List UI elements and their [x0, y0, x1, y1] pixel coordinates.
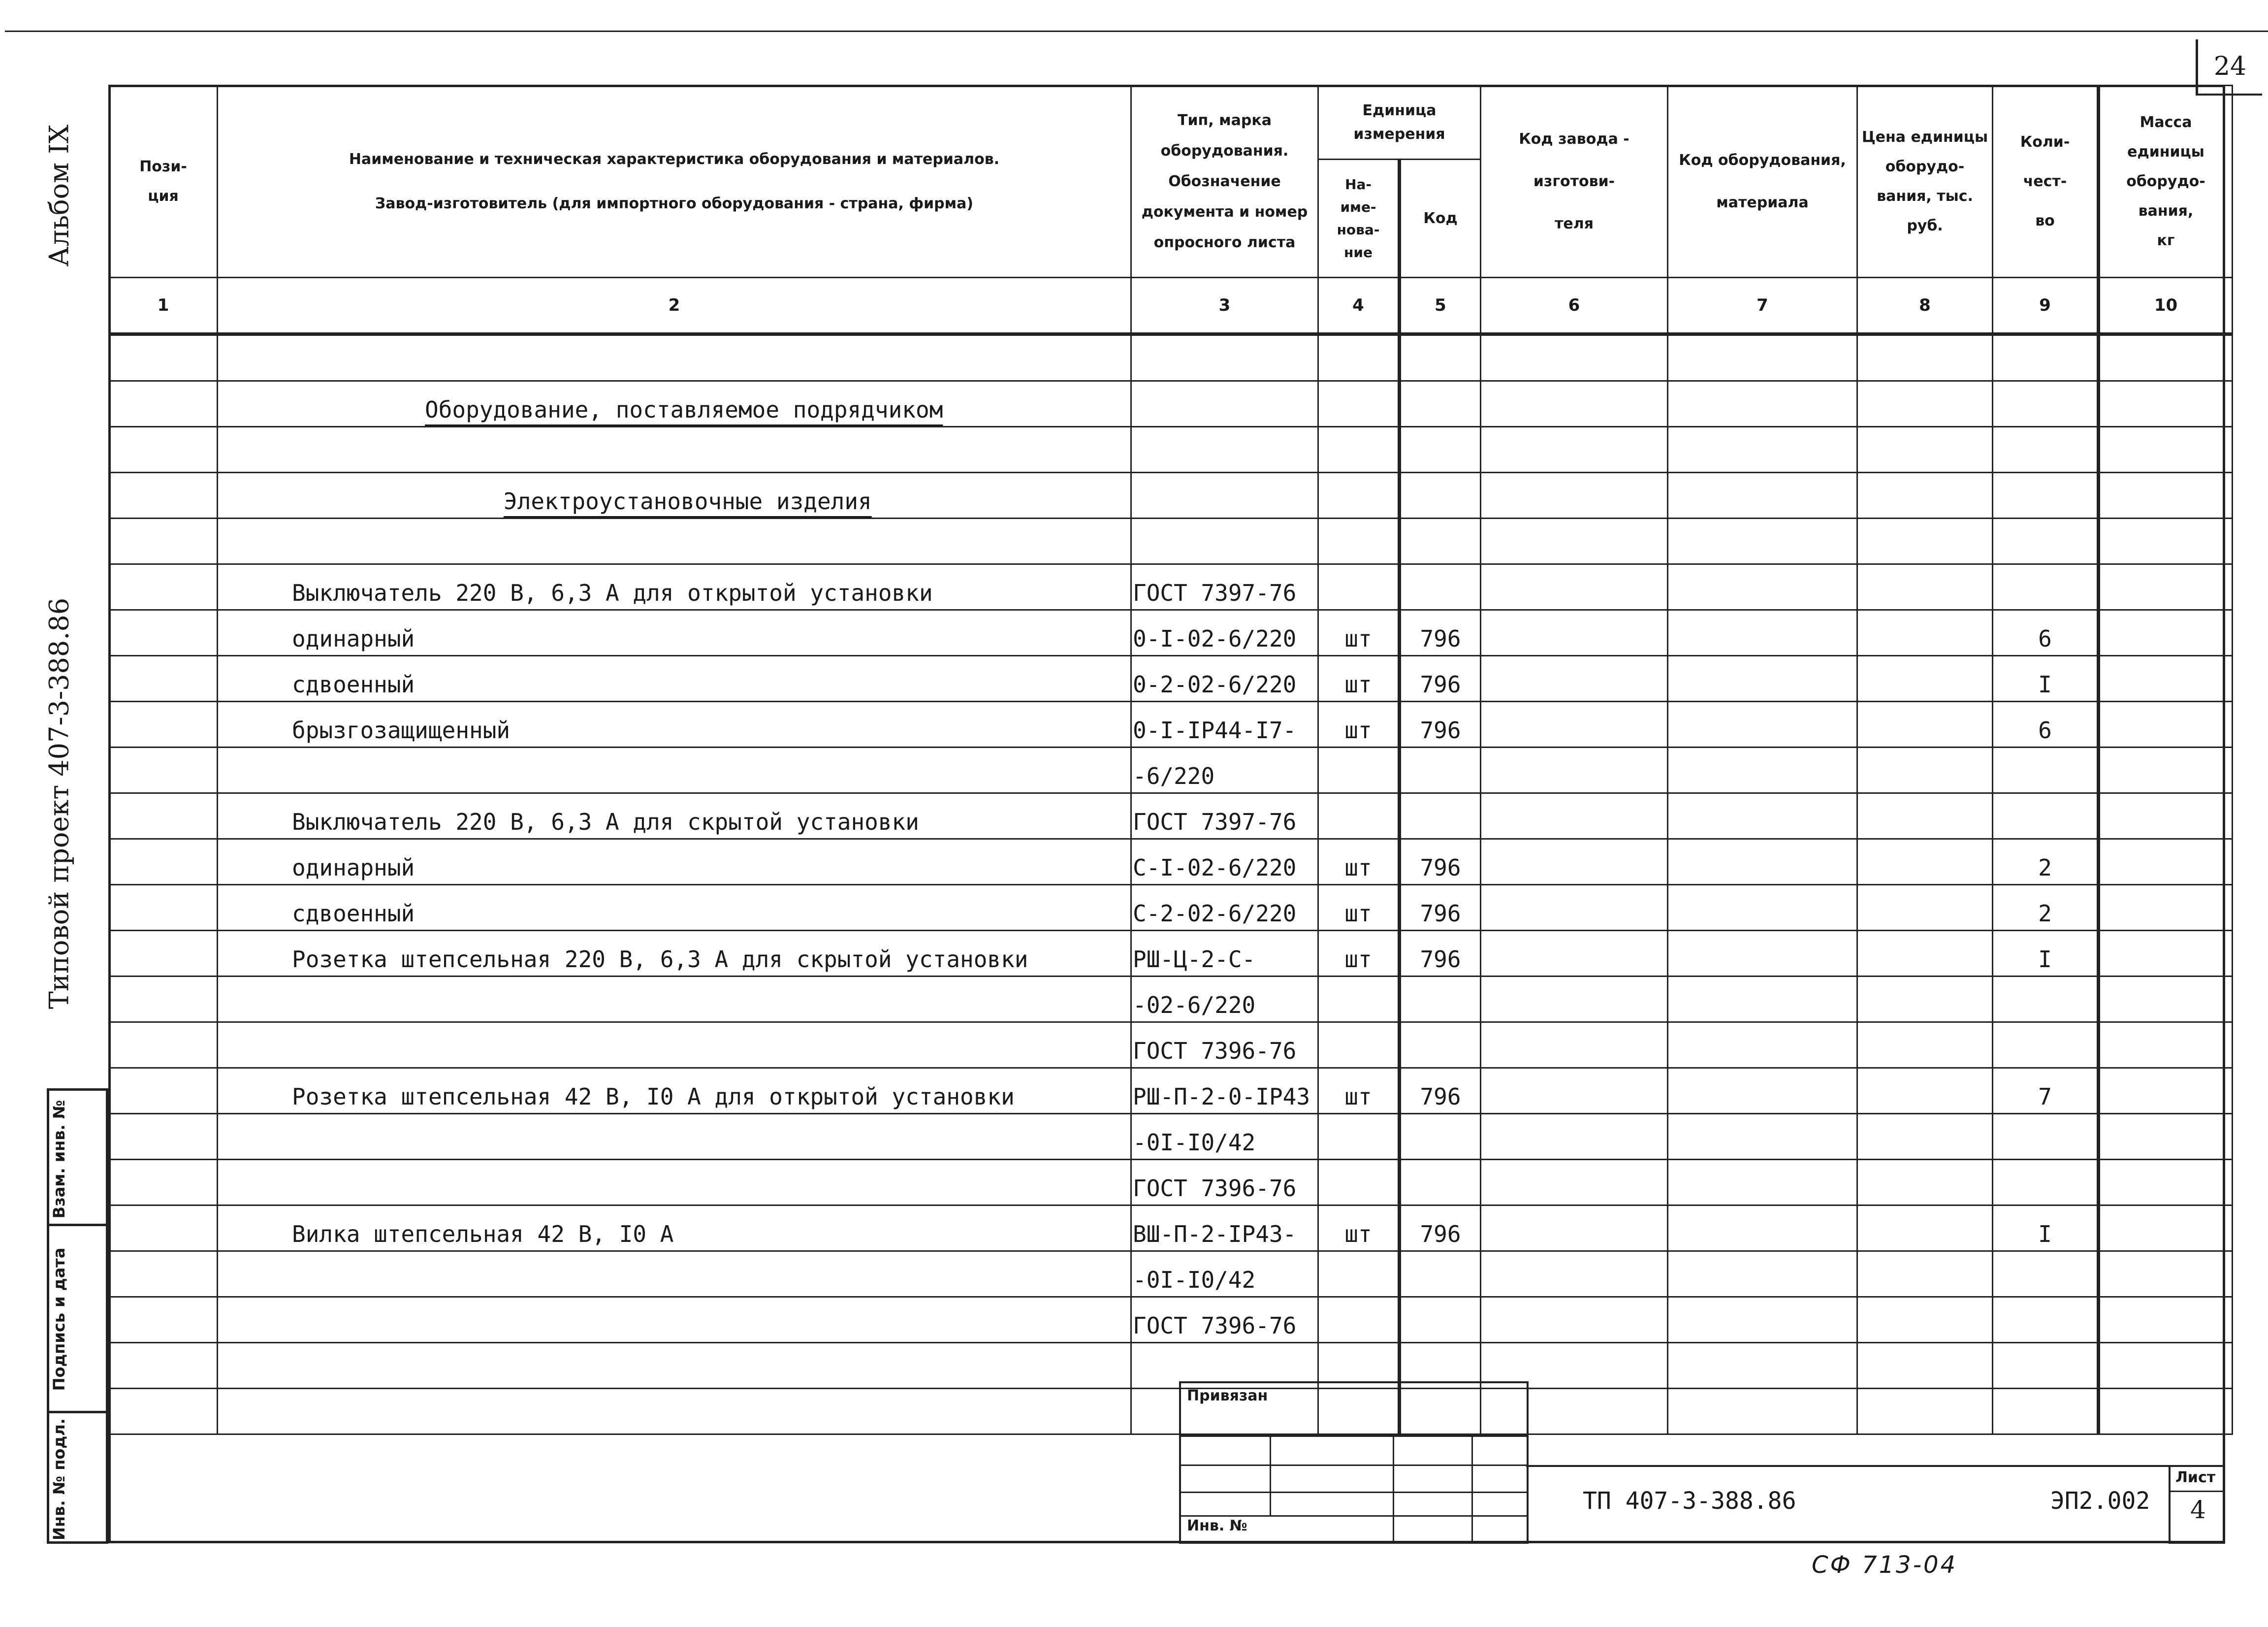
cell-unit-code — [1400, 473, 1481, 519]
table-row — [109, 1205, 2233, 1251]
cell-mass — [2099, 519, 2233, 564]
cell-price — [1857, 1389, 1993, 1434]
col-number: 1 — [109, 278, 218, 334]
cell-quantity — [1993, 1343, 2099, 1389]
cell-price — [1857, 1205, 1993, 1251]
cell-position — [109, 976, 218, 1022]
cell-unit — [1318, 976, 1400, 1022]
cell-price — [1857, 839, 1993, 885]
specification-table — [108, 85, 2233, 1435]
cell-mass — [2099, 381, 2233, 427]
cell-mass — [2099, 931, 2233, 976]
cell-price — [1857, 931, 1993, 976]
table-row — [109, 381, 2233, 427]
cell-factory-code — [1481, 564, 1668, 610]
cell-type: 0-2-02-6/220 — [1131, 656, 1318, 702]
cell-type: РШ-П-2-0-IP43 — [1131, 1068, 1318, 1114]
cell-factory-code — [1481, 656, 1668, 702]
sheet-number: 4 — [2190, 1496, 2206, 1524]
header-price: Цена единицы оборудо- вания, тыс. руб. — [1857, 86, 1993, 278]
cell-unit — [1318, 748, 1400, 793]
cell-unit-code: 796 — [1400, 702, 1481, 748]
cell-factory-code — [1481, 1251, 1668, 1297]
cell-quantity: 2 — [1993, 885, 2099, 931]
cell-mass — [2099, 610, 2233, 656]
cell-name: брызгозащищенный — [218, 702, 1131, 748]
cell-quantity — [1993, 976, 2099, 1022]
cell-unit: шт — [1318, 1205, 1400, 1251]
cell-price — [1857, 793, 1993, 839]
cell-unit: шт — [1318, 656, 1400, 702]
col-number: 5 — [1400, 278, 1481, 334]
cell-name: Выключатель 220 В, 6,3 А для открытой установки — [218, 564, 1131, 610]
cell-position — [109, 564, 218, 610]
cell-name — [218, 1114, 1131, 1160]
cell-price — [1857, 519, 1993, 564]
cell-quantity: 6 — [1993, 702, 2099, 748]
cell-position — [109, 1389, 218, 1434]
table-row — [109, 1068, 2233, 1114]
stamp-signature-date — [47, 1224, 108, 1413]
cell-unit — [1318, 1251, 1400, 1297]
table-row — [109, 519, 2233, 564]
cell-type: -0I-I0/42 — [1131, 1114, 1318, 1160]
cell-factory-code — [1481, 885, 1668, 931]
cell-type: -0I-I0/42 — [1131, 1251, 1318, 1297]
cell-quantity: I — [1993, 656, 2099, 702]
table-row — [109, 976, 2233, 1022]
col-number: 6 — [1481, 278, 1668, 334]
table-row — [109, 748, 2233, 793]
cell-quantity — [1993, 564, 2099, 610]
cell-factory-code — [1481, 1205, 1668, 1251]
cell-mass — [2099, 334, 2233, 381]
cell-quantity — [1993, 1389, 2099, 1434]
inv-label: Инв. № — [1187, 1517, 1247, 1534]
cell-price — [1857, 1068, 1993, 1114]
stamp-label: Подпись и дата — [50, 1247, 68, 1391]
cell-unit: шт — [1318, 702, 1400, 748]
cell-price — [1857, 473, 1993, 519]
cell-position — [109, 1343, 218, 1389]
col-number: 4 — [1318, 278, 1400, 334]
footer-note: СФ 713-04 — [1812, 1551, 1958, 1579]
header-position: Пози- ция — [109, 86, 218, 278]
cell-position — [109, 427, 218, 473]
cell-position — [109, 656, 218, 702]
cell-unit — [1318, 381, 1400, 427]
cell-equipment-code — [1668, 1160, 1857, 1205]
cell-equipment-code — [1668, 381, 1857, 427]
cell-price — [1857, 656, 1993, 702]
cell-type: ГОСТ 7397-76 — [1131, 793, 1318, 839]
cell-unit-code: 796 — [1400, 656, 1481, 702]
document-code: ТП 407-3-388.86 — [1583, 1487, 1796, 1515]
cell-mass — [2099, 1251, 2233, 1297]
cell-position — [109, 931, 218, 976]
cell-mass — [2099, 1343, 2233, 1389]
cell-name: сдвоенный — [218, 656, 1131, 702]
cell-factory-code — [1481, 1068, 1668, 1114]
cell-type: ГОСТ 7396-76 — [1131, 1022, 1318, 1068]
cell-price — [1857, 976, 1993, 1022]
cell-unit-code — [1400, 1297, 1481, 1343]
cell-factory-code — [1481, 519, 1668, 564]
cell-name: одинарный — [218, 839, 1131, 885]
cell-unit — [1318, 519, 1400, 564]
table-row — [109, 1251, 2233, 1297]
table-row — [109, 793, 2233, 839]
cell-price — [1857, 381, 1993, 427]
header-name: Наименование и техническая характеристика оборудования и материалов. Завод-изготовитель (для импортного оборудования - страна, фирма) — [218, 86, 1131, 278]
cell-equipment-code — [1668, 1114, 1857, 1160]
album-label: Альбом IX — [43, 124, 75, 267]
cell-unit-code — [1400, 1160, 1481, 1205]
cell-mass — [2099, 1205, 2233, 1251]
cell-name: сдвоенный — [218, 885, 1131, 931]
cell-quantity: I — [1993, 1205, 2099, 1251]
cell-equipment-code — [1668, 1068, 1857, 1114]
cell-equipment-code — [1668, 1022, 1857, 1068]
cell-type: ГОСТ 7396-76 — [1131, 1160, 1318, 1205]
cell-mass — [2099, 793, 2233, 839]
cell-name — [218, 1022, 1131, 1068]
cell-position — [109, 610, 218, 656]
table-row — [109, 1389, 2233, 1434]
cell-type — [1131, 334, 1318, 381]
cell-unit-code — [1400, 381, 1481, 427]
cell-type — [1131, 381, 1318, 427]
project-label: Типовой проект 407-3-388.86 — [43, 597, 75, 1009]
cell-position — [109, 1251, 218, 1297]
cell-type: 0-I-02-6/220 — [1131, 610, 1318, 656]
cell-type — [1131, 427, 1318, 473]
table-row — [109, 334, 2233, 381]
cell-equipment-code — [1668, 610, 1857, 656]
cell-equipment-code — [1668, 1205, 1857, 1251]
drawing-code: ЭП2.002 — [2050, 1487, 2150, 1515]
table-row — [109, 839, 2233, 885]
cell-mass — [2099, 976, 2233, 1022]
cell-unit: шт — [1318, 1068, 1400, 1114]
cell-quantity — [1993, 1297, 2099, 1343]
cell-type: -02-6/220 — [1131, 976, 1318, 1022]
cell-unit — [1318, 793, 1400, 839]
cell-equipment-code — [1668, 1389, 1857, 1434]
cell-name — [218, 976, 1131, 1022]
cell-factory-code — [1481, 839, 1668, 885]
col-number: 7 — [1668, 278, 1857, 334]
cell-equipment-code — [1668, 748, 1857, 793]
cell-equipment-code — [1668, 885, 1857, 931]
cell-equipment-code — [1668, 473, 1857, 519]
cell-price — [1857, 1343, 1993, 1389]
cell-unit — [1318, 427, 1400, 473]
table-row — [109, 473, 2233, 519]
cell-name: Оборудование, поставляемое подрядчиком — [218, 381, 1131, 427]
table-row — [109, 931, 2233, 976]
cell-name — [218, 519, 1131, 564]
cell-unit-code — [1400, 334, 1481, 381]
cell-unit: шт — [1318, 931, 1400, 976]
cell-price — [1857, 1251, 1993, 1297]
cell-equipment-code — [1668, 1297, 1857, 1343]
cell-name — [218, 334, 1131, 381]
table-row — [109, 885, 2233, 931]
stamp-label: Инв. № подл. — [50, 1418, 68, 1540]
cell-price — [1857, 427, 1993, 473]
header-unit-code: Код — [1400, 160, 1481, 278]
cell-equipment-code — [1668, 427, 1857, 473]
cell-position — [109, 334, 218, 381]
cell-price — [1857, 1022, 1993, 1068]
cell-unit: шт — [1318, 885, 1400, 931]
cell-factory-code — [1481, 334, 1668, 381]
cell-price — [1857, 748, 1993, 793]
cell-unit — [1318, 1160, 1400, 1205]
cell-unit-code: 796 — [1400, 839, 1481, 885]
sheet-label: Лист — [2175, 1469, 2216, 1486]
cell-quantity: I — [1993, 931, 2099, 976]
cell-factory-code — [1481, 1160, 1668, 1205]
cell-type: ГОСТ 7396-76 — [1131, 1297, 1318, 1343]
table-row — [109, 656, 2233, 702]
cell-type: С-2-02-6/220 — [1131, 885, 1318, 931]
col-number: 9 — [1993, 278, 2099, 334]
cell-quantity: 6 — [1993, 610, 2099, 656]
cell-position — [109, 839, 218, 885]
col-number: 3 — [1131, 278, 1318, 334]
cell-quantity — [1993, 1160, 2099, 1205]
cell-quantity — [1993, 748, 2099, 793]
cell-position — [109, 748, 218, 793]
cell-price — [1857, 1297, 1993, 1343]
table-row — [109, 1160, 2233, 1205]
cell-type — [1131, 519, 1318, 564]
cell-factory-code — [1481, 931, 1668, 976]
cell-position — [109, 381, 218, 427]
cell-position — [109, 1022, 218, 1068]
top-rule — [5, 31, 2268, 32]
cell-name: Электроустановочные изделия — [218, 473, 1131, 519]
cell-type: ВШ-П-2-IP43- — [1131, 1205, 1318, 1251]
bound-stamp — [1179, 1381, 1529, 1544]
cell-unit-code: 796 — [1400, 931, 1481, 976]
cell-unit — [1318, 1022, 1400, 1068]
header-type: Тип, марка оборудования. Обозначение документа и номер опросного листа — [1131, 86, 1318, 278]
cell-equipment-code — [1668, 656, 1857, 702]
cell-equipment-code — [1668, 519, 1857, 564]
cell-position — [109, 519, 218, 564]
header-factory-code: Код завода - изготови- теля — [1481, 86, 1668, 278]
cell-position — [109, 1068, 218, 1114]
cell-mass — [2099, 1114, 2233, 1160]
cell-name: Розетка штепсельная 42 В, I0 А для открытой установки — [218, 1068, 1131, 1114]
cell-unit: шт — [1318, 610, 1400, 656]
cell-factory-code — [1481, 976, 1668, 1022]
cell-mass — [2099, 839, 2233, 885]
table-row — [109, 1343, 2233, 1389]
cell-unit — [1318, 334, 1400, 381]
cell-quantity: 2 — [1993, 839, 2099, 885]
bound-label: Привязан — [1187, 1387, 1268, 1404]
col-number: 10 — [2099, 278, 2233, 334]
stamp-replace-inv — [47, 1088, 108, 1226]
cell-factory-code — [1481, 1297, 1668, 1343]
cell-position — [109, 885, 218, 931]
cell-name: Выключатель 220 В, 6,3 А для скрытой установки — [218, 793, 1131, 839]
cell-type: ГОСТ 7397-76 — [1131, 564, 1318, 610]
cell-unit-code: 796 — [1400, 610, 1481, 656]
cell-name: Розетка штепсельная 220 В, 6,3 А для скрытой установки — [218, 931, 1131, 976]
cell-factory-code — [1481, 702, 1668, 748]
cell-unit-code: 796 — [1400, 1205, 1481, 1251]
cell-price — [1857, 610, 1993, 656]
cell-mass — [2099, 473, 2233, 519]
cell-mass — [2099, 702, 2233, 748]
cell-name — [218, 1343, 1131, 1389]
cell-unit-code: 796 — [1400, 885, 1481, 931]
cell-factory-code — [1481, 748, 1668, 793]
cell-mass — [2099, 1022, 2233, 1068]
cell-quantity — [1993, 427, 2099, 473]
cell-equipment-code — [1668, 839, 1857, 885]
cell-position — [109, 1160, 218, 1205]
cell-type: РШ-Ц-2-С- — [1131, 931, 1318, 976]
cell-unit-code — [1400, 564, 1481, 610]
cell-type: -6/220 — [1131, 748, 1318, 793]
cell-unit-code — [1400, 1251, 1481, 1297]
cell-unit: шт — [1318, 839, 1400, 885]
cell-mass — [2099, 1297, 2233, 1343]
cell-factory-code — [1481, 381, 1668, 427]
cell-name — [218, 748, 1131, 793]
cell-mass — [2099, 427, 2233, 473]
cell-equipment-code — [1668, 976, 1857, 1022]
cell-factory-code — [1481, 1114, 1668, 1160]
cell-type — [1131, 473, 1318, 519]
cell-mass — [2099, 885, 2233, 931]
cell-name: одинарный — [218, 610, 1131, 656]
col-number: 2 — [218, 278, 1131, 334]
cell-quantity — [1993, 381, 2099, 427]
header-mass: Масса единицы оборудо- вания, кг — [2099, 86, 2233, 278]
table-row — [109, 1022, 2233, 1068]
cell-equipment-code — [1668, 931, 1857, 976]
cell-price — [1857, 564, 1993, 610]
cell-name: Вилка штепсельная 42 В, I0 А — [218, 1205, 1131, 1251]
stamp-original-inv — [47, 1411, 108, 1544]
col-number: 8 — [1857, 278, 1993, 334]
cell-mass — [2099, 748, 2233, 793]
cell-unit — [1318, 473, 1400, 519]
cell-unit-code — [1400, 427, 1481, 473]
cell-equipment-code — [1668, 793, 1857, 839]
cell-factory-code — [1481, 610, 1668, 656]
cell-name — [218, 1160, 1131, 1205]
cell-equipment-code — [1668, 702, 1857, 748]
cell-position — [109, 1297, 218, 1343]
cell-equipment-code — [1668, 334, 1857, 381]
table-row — [109, 702, 2233, 748]
cell-factory-code — [1481, 427, 1668, 473]
cell-equipment-code — [1668, 1251, 1857, 1297]
cell-type: 0-I-IP44-I7- — [1131, 702, 1318, 748]
cell-quantity — [1993, 519, 2099, 564]
header-equipment-code: Код оборудования, материала — [1668, 86, 1857, 278]
cell-mass — [2099, 1068, 2233, 1114]
table-row — [109, 1297, 2233, 1343]
table-row — [109, 564, 2233, 610]
cell-position — [109, 473, 218, 519]
cell-quantity — [1993, 1022, 2099, 1068]
cell-type: С-I-02-6/220 — [1131, 839, 1318, 885]
cell-factory-code — [1481, 1022, 1668, 1068]
cell-mass — [2099, 656, 2233, 702]
cell-price — [1857, 1160, 1993, 1205]
cell-name — [218, 1297, 1131, 1343]
cell-unit-code — [1400, 748, 1481, 793]
cell-position — [109, 793, 218, 839]
sheet-box — [2169, 1465, 2225, 1544]
cell-price — [1857, 1114, 1993, 1160]
header-unit: Единица измерения — [1318, 86, 1481, 160]
table-row — [109, 427, 2233, 473]
cell-unit — [1318, 1114, 1400, 1160]
cell-unit — [1318, 564, 1400, 610]
cell-price — [1857, 334, 1993, 381]
cell-quantity — [1993, 334, 2099, 381]
cell-factory-code — [1481, 793, 1668, 839]
cell-price — [1857, 702, 1993, 748]
cell-quantity — [1993, 793, 2099, 839]
cell-name — [218, 1251, 1131, 1297]
cell-equipment-code — [1668, 1343, 1857, 1389]
cell-quantity — [1993, 1251, 2099, 1297]
cell-unit-code — [1400, 793, 1481, 839]
header-quantity: Коли- чест- во — [1993, 86, 2099, 278]
page-number: 24 — [2196, 39, 2262, 96]
cell-factory-code — [1481, 473, 1668, 519]
table-row — [109, 1114, 2233, 1160]
cell-mass — [2099, 1389, 2233, 1434]
cell-mass — [2099, 1160, 2233, 1205]
cell-quantity: 7 — [1993, 1068, 2099, 1114]
cell-name — [218, 427, 1131, 473]
cell-price — [1857, 885, 1993, 931]
stamp-label: Взам. инв. № — [50, 1100, 68, 1219]
cell-unit-code — [1400, 519, 1481, 564]
cell-name — [218, 1389, 1131, 1434]
table-row — [109, 610, 2233, 656]
cell-position — [109, 1205, 218, 1251]
cell-unit-code — [1400, 1022, 1481, 1068]
cell-unit — [1318, 1297, 1400, 1343]
cell-unit-code: 796 — [1400, 1068, 1481, 1114]
cell-position — [109, 702, 218, 748]
cell-quantity — [1993, 473, 2099, 519]
cell-quantity — [1993, 1114, 2099, 1160]
header-unit-name: На- име- нова- ние — [1318, 160, 1400, 278]
cell-equipment-code — [1668, 564, 1857, 610]
cell-mass — [2099, 564, 2233, 610]
cell-unit-code — [1400, 1114, 1481, 1160]
cell-position — [109, 1114, 218, 1160]
cell-unit-code — [1400, 976, 1481, 1022]
